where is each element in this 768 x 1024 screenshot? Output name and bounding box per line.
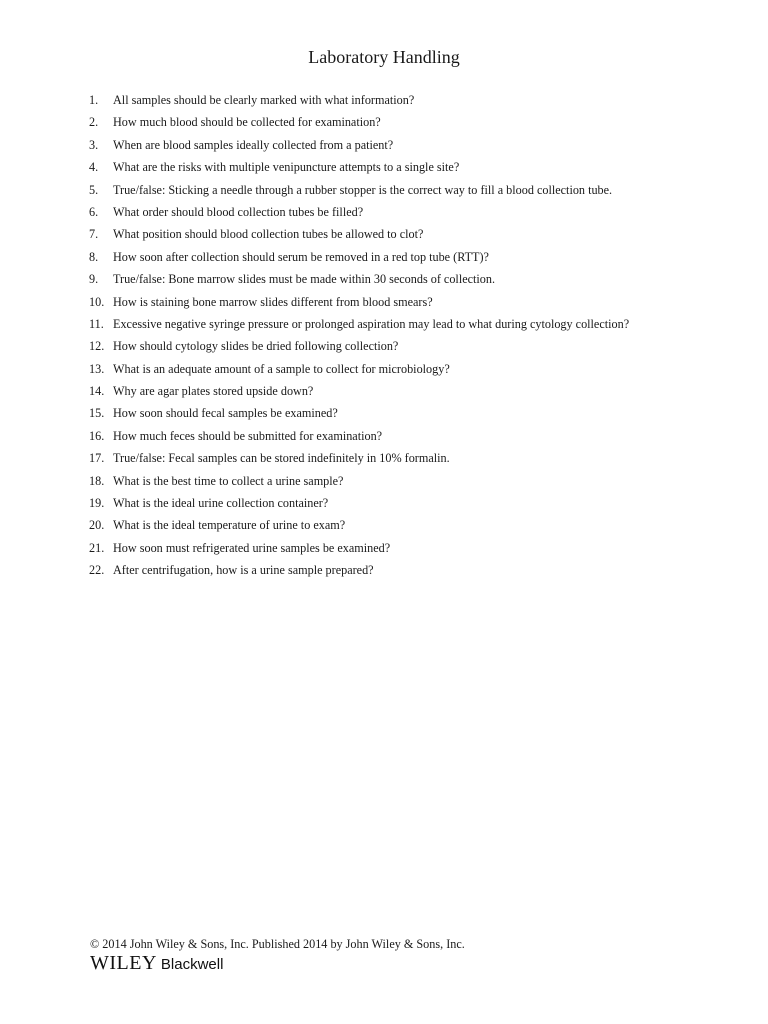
question-number: 13.: [89, 361, 105, 376]
page-footer: [90, 936, 690, 974]
question-number: 20.: [89, 518, 105, 533]
list-item: [89, 246, 709, 268]
question-number: 15.: [89, 406, 105, 421]
question-number: 21.: [89, 540, 105, 555]
list-item: [89, 470, 709, 492]
list-item: [89, 380, 709, 402]
list-item: [89, 291, 709, 313]
wiley-logo-text: WILEY: [90, 952, 157, 974]
question-number: 9.: [89, 272, 99, 287]
copyright-notice: © 2014 John Wiley & Sons, Inc. Published 2014 by John Wiley & Sons, Inc.: [90, 937, 465, 951]
list-item: [89, 358, 709, 380]
question-text: True/false: Sticking a needle through a rubber stopper is the correct way to fill a blood collection tube.: [113, 182, 613, 197]
question-number: 10.: [89, 294, 105, 309]
question-text: What is an adequate amount of a sample to collect for microbiology?: [113, 361, 450, 376]
question-number: 11.: [89, 316, 104, 331]
list-item: [89, 425, 709, 447]
question-number: 18.: [89, 473, 105, 488]
question-text: What are the risks with multiple venipuncture attempts to a single site?: [113, 160, 460, 175]
question-text: How much feces should be submitted for examination?: [113, 428, 383, 443]
question-text: How should cytology slides be dried following collection?: [113, 339, 399, 354]
question-text: How much blood should be collected for examination?: [113, 115, 381, 130]
question-number: 8.: [89, 249, 99, 264]
blackwell-logo-text: Blackwell: [160, 956, 224, 973]
question-number: 6.: [89, 204, 99, 219]
question-text: What order should blood collection tubes be filled?: [113, 204, 364, 219]
question-text: How is staining bone marrow slides different from blood smears?: [113, 294, 433, 309]
list-item: [89, 492, 709, 514]
question-text: What position should blood collection tubes be allowed to clot?: [113, 227, 424, 242]
list-item: [89, 179, 709, 201]
question-text: When are blood samples ideally collected from a patient?: [113, 137, 394, 152]
question-list: [89, 89, 709, 582]
publisher-logo: [90, 952, 690, 974]
list-item: [89, 559, 709, 581]
list-item: [89, 268, 709, 290]
list-item: [89, 89, 709, 111]
question-text: What is the ideal urine collection container?: [113, 496, 329, 511]
list-item: [89, 447, 709, 469]
list-item: [89, 313, 709, 335]
question-number: 2.: [89, 115, 99, 130]
question-number: 5.: [89, 182, 99, 197]
question-number: 7.: [89, 227, 99, 242]
question-number: 3.: [89, 137, 99, 152]
question-text: What is the best time to collect a urine sample?: [113, 473, 344, 488]
question-text: True/false: Bone marrow slides must be made within 30 seconds of collection.: [113, 272, 496, 287]
page-title: Laboratory Handling: [308, 47, 460, 67]
question-text: True/false: Fecal samples can be stored indefinitely in 10% formalin.: [113, 451, 450, 466]
list-item: [89, 537, 709, 559]
list-item: [89, 223, 709, 245]
question-text: All samples should be clearly marked with what information?: [113, 93, 415, 107]
question-text: Why are agar plates stored upside down?: [113, 384, 314, 399]
question-number: 14.: [89, 384, 105, 399]
list-item: [89, 514, 709, 536]
list-item: [89, 134, 709, 156]
question-number: 17.: [89, 451, 105, 466]
question-number: 22.: [89, 563, 105, 578]
list-item: [89, 111, 709, 133]
question-number: 1.: [89, 93, 99, 107]
question-text: What is the ideal temperature of urine to exam?: [113, 518, 346, 533]
list-item: [89, 402, 709, 424]
question-text: How soon should fecal samples be examined?: [113, 406, 338, 421]
question-number: 12.: [89, 339, 105, 354]
question-number: 4.: [89, 160, 99, 175]
question-text: How soon must refrigerated urine samples be examined?: [113, 540, 391, 555]
list-item: [89, 201, 709, 223]
list-item: [89, 335, 709, 357]
question-text: How soon after collection should serum be removed in a red top tube (RTT)?: [113, 249, 489, 264]
list-item: [89, 156, 709, 178]
question-number: 19.: [89, 496, 105, 511]
question-text: Excessive negative syringe pressure or prolonged aspiration may lead to what during cytology collection?: [113, 316, 630, 331]
question-text: After centrifugation, how is a urine sample prepared?: [113, 563, 374, 578]
question-number: 16.: [89, 428, 105, 443]
